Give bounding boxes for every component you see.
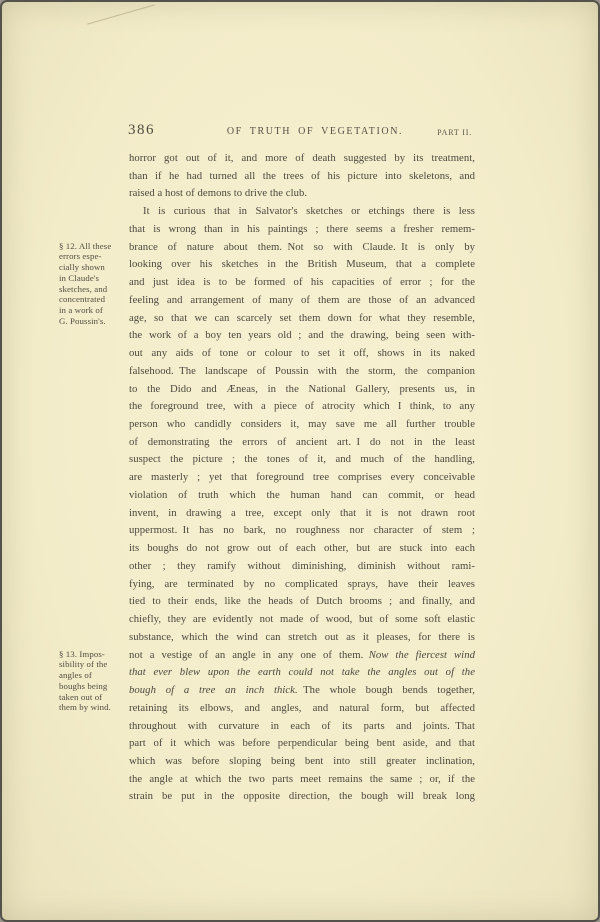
body-text: suspect the picture ; the tones of it, and much of the handling,: [129, 453, 475, 466]
sidenote-line: § 12. All these: [59, 240, 112, 251]
body-text: the foreground tree, with a piece of atrocity which I think, to any: [129, 400, 475, 413]
body-line: [129, 611, 475, 629]
body-text: falsehood. The landscape of Poussin with the storm, the companion: [129, 364, 475, 377]
body-text: substance, which the wind can stretch out as it pleases, for there is: [129, 630, 475, 643]
body-line: [129, 363, 475, 381]
body-text: chiefly, they are evidently not made of wood, but of some soft elastic: [129, 613, 475, 626]
sidenote-line: in a work of: [59, 304, 103, 315]
body-line: [129, 345, 475, 363]
body-line: [129, 469, 475, 487]
body-text: are masterly ; yet that foreground tree comprises every conceivable: [129, 471, 475, 484]
body-text: brance of nature about them. Not so with Claude. It is only by: [129, 240, 475, 253]
body-text: other ; they ramify without diminishing, diminish without rami-: [129, 559, 475, 572]
body-text: raised a host of demons to drive the club.: [129, 187, 308, 200]
body-line: [129, 398, 475, 416]
body-line: [129, 416, 475, 434]
body-line: [129, 239, 475, 257]
body-line: [129, 256, 475, 274]
body-text: feeling and arrangement of many of them are those of an advanced: [129, 293, 475, 306]
body-text: which was before sloping being bent into still greater inclination,: [129, 754, 475, 767]
body-text: looking over his sketches in the British Museum, that a complete: [129, 258, 475, 271]
body-line: [129, 487, 475, 505]
body-line: [129, 451, 475, 469]
body-line: [129, 576, 475, 594]
body-line: [129, 629, 475, 647]
body-text: uppermost. It has no bark, no roughness nor character of stem ;: [129, 524, 475, 537]
body-line: [129, 150, 475, 168]
body-text: fying, are terminated by no complicated sprays, have their leaves: [129, 577, 475, 590]
sidenote-line: cially shown: [59, 262, 105, 273]
body-text: not a vestige of an angle in any one of them.: [129, 648, 369, 661]
body-text: to the Dido and Æneas, in the National Gallery, presents us, in: [129, 382, 475, 395]
sidenote: [59, 649, 129, 713]
body-line: [129, 381, 475, 399]
sidenote-line: in Claude's: [59, 272, 100, 283]
body-text: and just idea is to be formed of his capacities of error ; for the: [129, 276, 475, 289]
body-text: violation of truth which the human hand can commit, or head: [129, 488, 475, 501]
body-text: horror got out of it, and more of death suggested by its treatment,: [129, 152, 475, 164]
body-line: [129, 540, 475, 558]
body-line: [129, 788, 475, 806]
body-line: [129, 718, 475, 736]
body-text-italic: that ever blew upon the earth could not take the angles out of the: [129, 666, 475, 679]
body-text: of demonstrating the errors of ancient art. I do not in the least: [129, 435, 475, 448]
body-text: part of it which was before perpendicular being bent aside, and that: [129, 737, 475, 750]
running-title: OF TRUTH OF VEGETATION.: [226, 126, 404, 137]
body-text: It is curious that in Salvator's sketches or etchings there is less: [143, 205, 475, 218]
sidenote-line: G. Poussin's.: [59, 315, 106, 326]
body-line: [129, 505, 475, 523]
body-line: [129, 168, 475, 186]
body-text: the angle at which the two parts meet remains the same ; or, if the: [129, 772, 475, 785]
sidenote: [59, 241, 129, 327]
body-line: [129, 682, 475, 700]
body-line: [129, 327, 475, 345]
body-text: that is wrong than in his paintings ; there seems a fresher remem-: [129, 222, 475, 235]
page-body-lines: [129, 150, 475, 806]
page-number: 386: [128, 122, 155, 138]
sidenote-line: taken out of: [59, 691, 103, 702]
body-text: The whole bough bends together,: [297, 684, 476, 697]
sidenote-line: § 13. Impos-: [59, 648, 105, 659]
sidenote-line: angles of: [59, 670, 92, 681]
sidenote-line: sibility of the: [59, 659, 108, 670]
body-line: [129, 753, 475, 771]
body-line: [129, 292, 475, 310]
sidenote-line: sketches, and: [59, 283, 108, 294]
body-line: [129, 203, 475, 221]
body-text: its boughs do not grow out of each other, but are stuck into each: [129, 542, 475, 555]
body-line: [129, 310, 475, 328]
body-line: [129, 185, 475, 203]
part-label: PART II.: [437, 128, 472, 137]
body-line: [129, 522, 475, 540]
body-line: [129, 735, 475, 753]
sidenote-line: errors espe-: [59, 251, 102, 262]
body-text: the work of a boy ten years old ; and the drawing, being seen with-: [129, 329, 475, 342]
body-line: [129, 593, 475, 611]
scan-crease-artifact: [87, 4, 155, 24]
body-line: [129, 434, 475, 452]
body-text: throughout with curvature in each of its parts and joints. That: [129, 719, 475, 732]
body-text: than if he had turned all the trees of his picture into skeletons, and: [129, 169, 475, 182]
body-text: out any aids of tone or colour to set it off, shows in its naked: [129, 347, 475, 360]
body-line: [129, 664, 475, 682]
body-text: strain be put in the opposite direction, the bough will break long: [129, 790, 475, 803]
sidenote-line: boughs being: [59, 680, 108, 691]
body-text: retaining its elbows, and angles, and natural form, but affected: [129, 701, 475, 714]
body-text-italic: bough of a tree an inch thick.: [129, 684, 298, 697]
body-line: [129, 647, 475, 665]
body-line: [129, 274, 475, 292]
body-line: [129, 700, 475, 718]
body-text-italic: Now the fiercest wind: [368, 648, 475, 661]
body-line: [129, 221, 475, 239]
body-text: age, so that we can scarcely set them down for what they resemble,: [129, 311, 475, 324]
sidenote-line: them by wind.: [59, 702, 111, 713]
body-text: tied to their ends, like the heads of Dutch brooms ; and finally, and: [129, 595, 475, 608]
body-line: [129, 558, 475, 576]
sidenote-line: concentrated: [59, 294, 106, 305]
body-text: person who candidly considers it, may save me all further trouble: [129, 418, 475, 431]
body-text: invent, in drawing a tree, except only that it is not drawn root: [129, 506, 475, 519]
body-line: [129, 771, 475, 789]
